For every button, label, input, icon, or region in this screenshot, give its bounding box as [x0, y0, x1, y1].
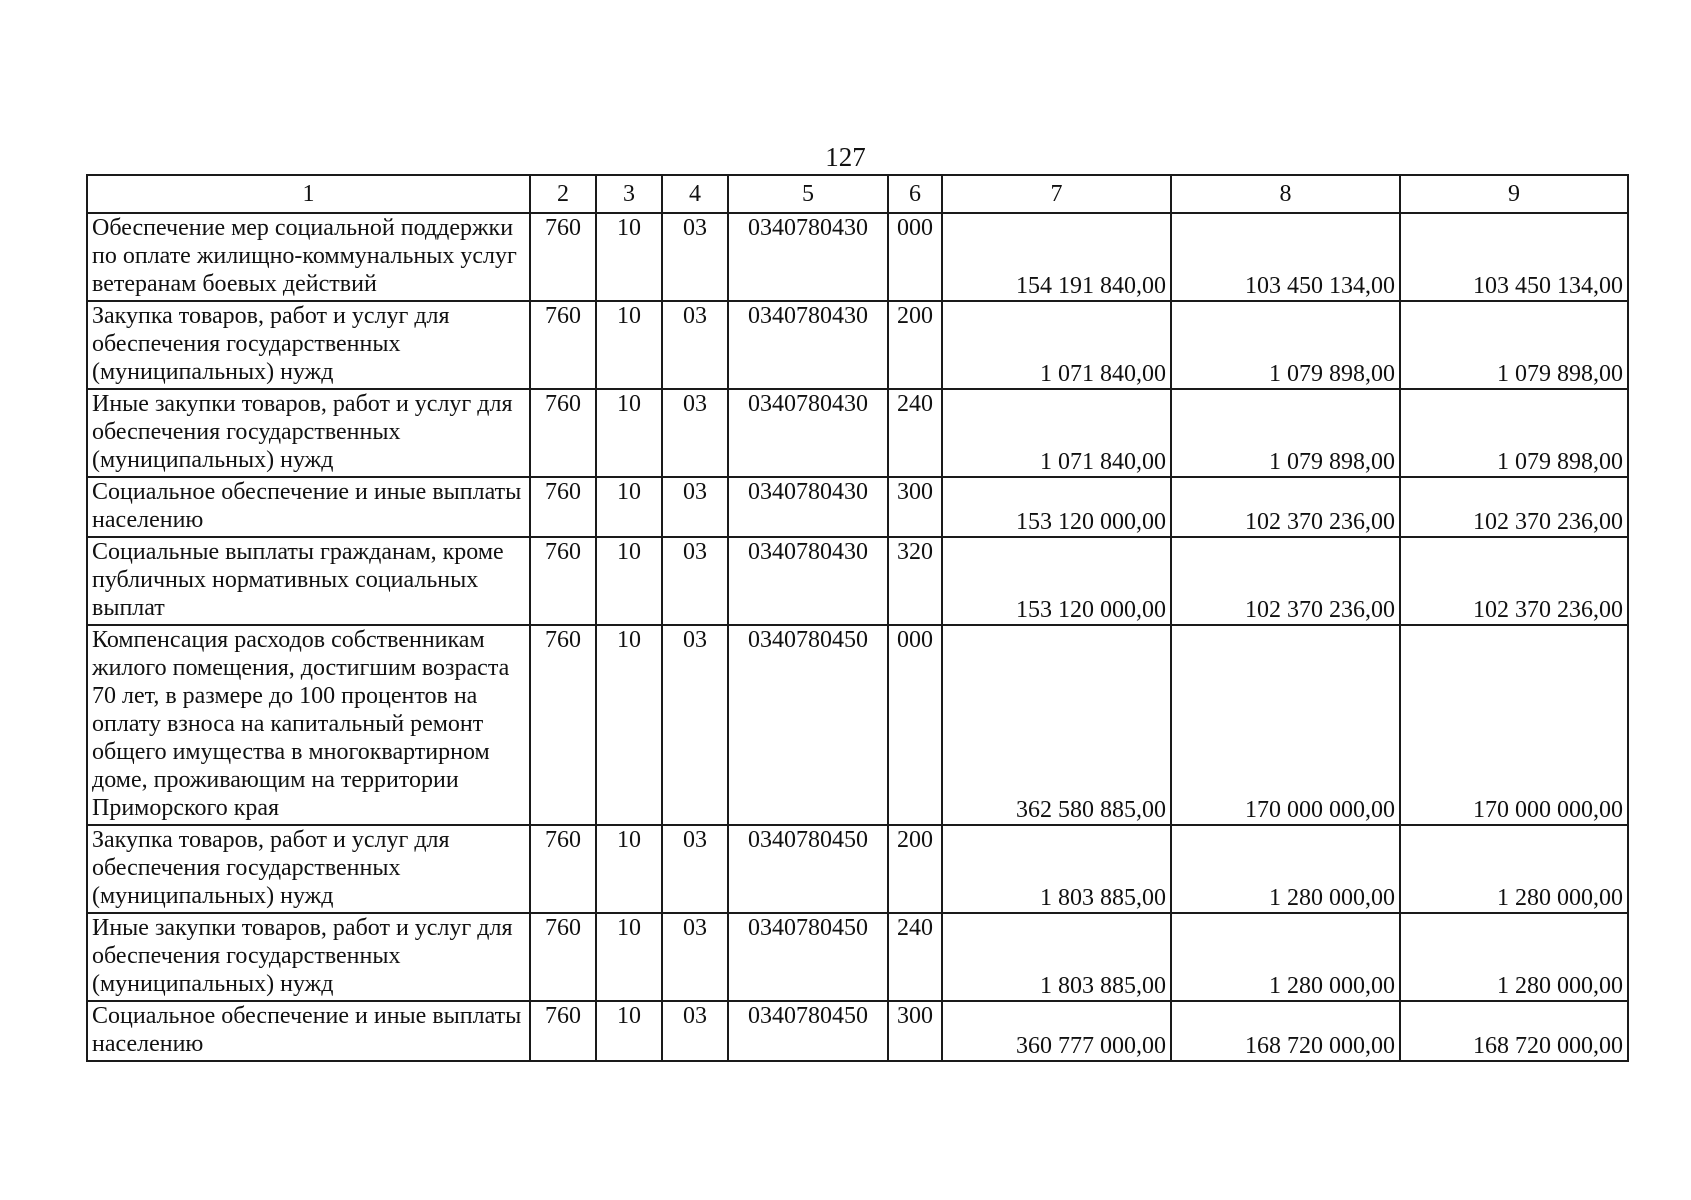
table-row: [87, 537, 1628, 625]
cell-col4: 03: [662, 389, 728, 477]
cell-col3: 10: [596, 537, 662, 625]
cell-col3: 10: [596, 301, 662, 389]
row-name: Закупка товаров, работ и услуг для обеспечения государственных (муниципальных) нужд: [87, 825, 530, 913]
budget-table: [86, 174, 1629, 1062]
table-row: [87, 477, 1628, 537]
cell-col5: 0340780430: [728, 389, 888, 477]
cell-col6: 240: [888, 913, 942, 1001]
column-header: 9: [1400, 175, 1628, 213]
cell-col5: 0340780430: [728, 537, 888, 625]
cell-col6: 000: [888, 213, 942, 301]
column-header: 3: [596, 175, 662, 213]
cell-col8: 102 370 236,00: [1171, 537, 1400, 625]
cell-col3: 10: [596, 1001, 662, 1061]
cell-col3: 10: [596, 625, 662, 825]
cell-col5: 0340780430: [728, 477, 888, 537]
cell-col4: 03: [662, 213, 728, 301]
row-name: Социальные выплаты гражданам, кроме публичных нормативных социальных выплат: [87, 537, 530, 625]
row-name: Социальное обеспечение и иные выплаты населению: [87, 477, 530, 537]
cell-col9: 1 079 898,00: [1400, 389, 1628, 477]
cell-col6: 200: [888, 825, 942, 913]
cell-col5: 0340780430: [728, 301, 888, 389]
cell-col5: 0340780450: [728, 913, 888, 1001]
column-header: 4: [662, 175, 728, 213]
cell-col6: 300: [888, 477, 942, 537]
cell-col9: 102 370 236,00: [1400, 537, 1628, 625]
cell-col7: 360 777 000,00: [942, 1001, 1171, 1061]
cell-col2: 760: [530, 477, 596, 537]
cell-col3: 10: [596, 477, 662, 537]
cell-col7: 154 191 840,00: [942, 213, 1171, 301]
cell-col7: 153 120 000,00: [942, 537, 1171, 625]
cell-col2: 760: [530, 213, 596, 301]
cell-col8: 103 450 134,00: [1171, 213, 1400, 301]
cell-col9: 103 450 134,00: [1400, 213, 1628, 301]
cell-col8: 1 079 898,00: [1171, 389, 1400, 477]
cell-col5: 0340780430: [728, 213, 888, 301]
cell-col8: 1 079 898,00: [1171, 301, 1400, 389]
cell-col2: 760: [530, 1001, 596, 1061]
row-name: Иные закупки товаров, работ и услуг для обеспечения государственных (муниципальных) нужд: [87, 389, 530, 477]
cell-col9: 170 000 000,00: [1400, 625, 1628, 825]
table-row: [87, 389, 1628, 477]
row-name: Иные закупки товаров, работ и услуг для обеспечения государственных (муниципальных) нужд: [87, 913, 530, 1001]
table-row: [87, 825, 1628, 913]
column-header: 1: [87, 175, 530, 213]
cell-col9: 168 720 000,00: [1400, 1001, 1628, 1061]
cell-col2: 760: [530, 301, 596, 389]
column-header: 7: [942, 175, 1171, 213]
page-number: 127: [825, 142, 866, 172]
cell-col2: 760: [530, 389, 596, 477]
table-header-row: [87, 175, 1628, 213]
cell-col2: 760: [530, 825, 596, 913]
cell-col8: 170 000 000,00: [1171, 625, 1400, 825]
column-header: 5: [728, 175, 888, 213]
cell-col6: 300: [888, 1001, 942, 1061]
cell-col6: 320: [888, 537, 942, 625]
cell-col7: 1 071 840,00: [942, 389, 1171, 477]
cell-col3: 10: [596, 825, 662, 913]
row-name: Компенсация расходов собственникам жилого помещения, достигшим возраста 70 лет, в размере до 100 процентов на оплату взноса на капитальный ремонт общего имущества в многоквартирном доме, проживающим на территории Приморского края: [87, 625, 530, 825]
cell-col7: 1 071 840,00: [942, 301, 1171, 389]
cell-col2: 760: [530, 537, 596, 625]
cell-col9: 1 280 000,00: [1400, 825, 1628, 913]
cell-col8: 1 280 000,00: [1171, 913, 1400, 1001]
cell-col6: 000: [888, 625, 942, 825]
cell-col2: 760: [530, 913, 596, 1001]
cell-col6: 200: [888, 301, 942, 389]
cell-col8: 1 280 000,00: [1171, 825, 1400, 913]
column-header: 2: [530, 175, 596, 213]
table-row: [87, 625, 1628, 825]
cell-col5: 0340780450: [728, 825, 888, 913]
table-row: [87, 1001, 1628, 1061]
cell-col4: 03: [662, 301, 728, 389]
cell-col9: 1 079 898,00: [1400, 301, 1628, 389]
cell-col2: 760: [530, 625, 596, 825]
row-name: Социальное обеспечение и иные выплаты населению: [87, 1001, 530, 1061]
row-name: Обеспечение мер социальной поддержки по оплате жилищно-коммунальных услуг ветеранам боевых действий: [87, 213, 530, 301]
cell-col3: 10: [596, 213, 662, 301]
cell-col6: 240: [888, 389, 942, 477]
cell-col8: 102 370 236,00: [1171, 477, 1400, 537]
cell-col8: 168 720 000,00: [1171, 1001, 1400, 1061]
column-header: 8: [1171, 175, 1400, 213]
cell-col5: 0340780450: [728, 625, 888, 825]
cell-col4: 03: [662, 477, 728, 537]
cell-col4: 03: [662, 537, 728, 625]
table-row: [87, 913, 1628, 1001]
cell-col9: 102 370 236,00: [1400, 477, 1628, 537]
column-header: 6: [888, 175, 942, 213]
cell-col3: 10: [596, 389, 662, 477]
table-row: [87, 213, 1628, 301]
cell-col7: 1 803 885,00: [942, 913, 1171, 1001]
cell-col4: 03: [662, 825, 728, 913]
cell-col4: 03: [662, 625, 728, 825]
cell-col4: 03: [662, 913, 728, 1001]
cell-col4: 03: [662, 1001, 728, 1061]
row-name: Закупка товаров, работ и услуг для обеспечения государственных (муниципальных) нужд: [87, 301, 530, 389]
cell-col7: 362 580 885,00: [942, 625, 1171, 825]
cell-col3: 10: [596, 913, 662, 1001]
cell-col7: 1 803 885,00: [942, 825, 1171, 913]
cell-col5: 0340780450: [728, 1001, 888, 1061]
cell-col9: 1 280 000,00: [1400, 913, 1628, 1001]
table-row: [87, 301, 1628, 389]
cell-col7: 153 120 000,00: [942, 477, 1171, 537]
